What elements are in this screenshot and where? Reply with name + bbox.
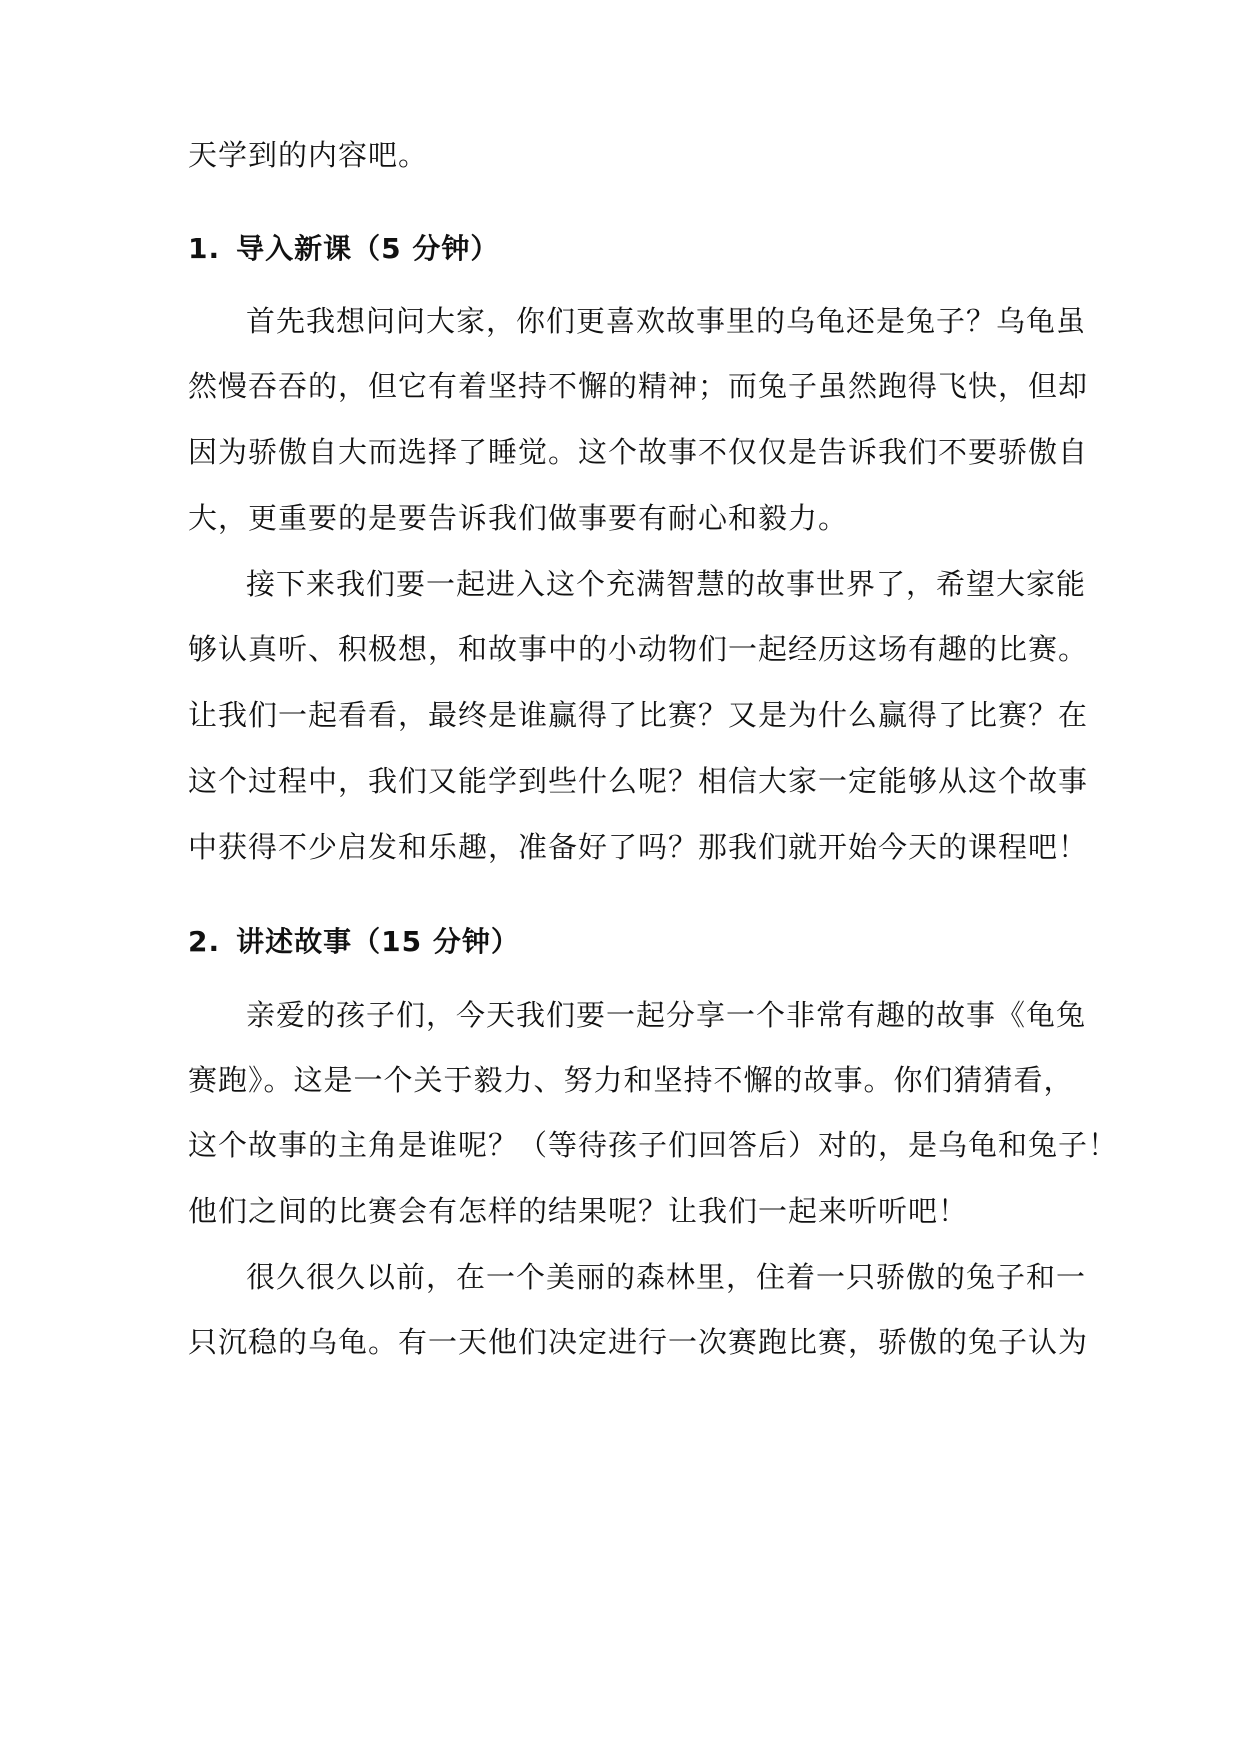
section-heading-intro — [188, 224, 1068, 274]
paragraph-line: 这个故事的主角是谁呢？（等待孩子们回答后）对的，是乌龟和兔子！ — [188, 1128, 1119, 1162]
paragraph-line: 够认真听、积极想，和故事中的小动物们一起经历这场有趣的比赛。 — [188, 632, 1089, 666]
paragraph-line: 因为骄傲自大而选择了睡觉。这个故事不仅仅是告诉我们不要骄傲自 — [188, 435, 1089, 469]
paragraph-line: 只沉稳的乌龟。有一天他们决定进行一次赛跑比赛，骄傲的兔子认为 — [188, 1325, 1089, 1359]
section-title: 导入新课（5 分钟） — [236, 232, 500, 265]
paragraph-line: 中获得不少启发和乐趣，准备好了吗？那我们就开始今天的课程吧！ — [188, 830, 1089, 864]
section-number: 2. — [188, 925, 221, 958]
paragraph-line: 赛跑》。这是一个关于毅力、努力和坚持不懈的故事。你们猜猜看， — [188, 1063, 1074, 1097]
paragraph-line: 亲爱的孩子们，今天我们要一起分享一个非常有趣的故事《龟兔 — [246, 998, 1087, 1032]
section-number: 1. — [188, 232, 221, 265]
paragraph-line: 然慢吞吞的，但它有着坚持不懈的精神；而兔子虽然跑得飞快，但却 — [188, 369, 1089, 403]
paragraph-line: 接下来我们要一起进入这个充满智慧的故事世界了，希望大家能 — [246, 567, 1087, 601]
paragraph-line: 很久很久以前，在一个美丽的森林里，住着一只骄傲的兔子和一 — [246, 1260, 1087, 1294]
section-heading-story — [188, 917, 1068, 967]
paragraph-line: 大，更重要的是要告诉我们做事要有耐心和毅力。 — [188, 501, 849, 535]
paragraph-line: 天学到的内容吧。 — [188, 138, 429, 172]
paragraph-line: 他们之间的比赛会有怎样的结果呢？让我们一起来听听吧！ — [188, 1194, 969, 1228]
section-title: 讲述故事（15 分钟） — [236, 925, 520, 958]
paragraph-line: 让我们一起看看，最终是谁赢得了比赛？又是为什么赢得了比赛？在 — [188, 698, 1089, 732]
paragraph-line: 这个过程中，我们又能学到些什么呢？相信大家一定能够从这个故事 — [188, 764, 1089, 798]
paragraph-line: 首先我想问问大家，你们更喜欢故事里的乌龟还是兔子？乌龟虽 — [246, 304, 1087, 338]
